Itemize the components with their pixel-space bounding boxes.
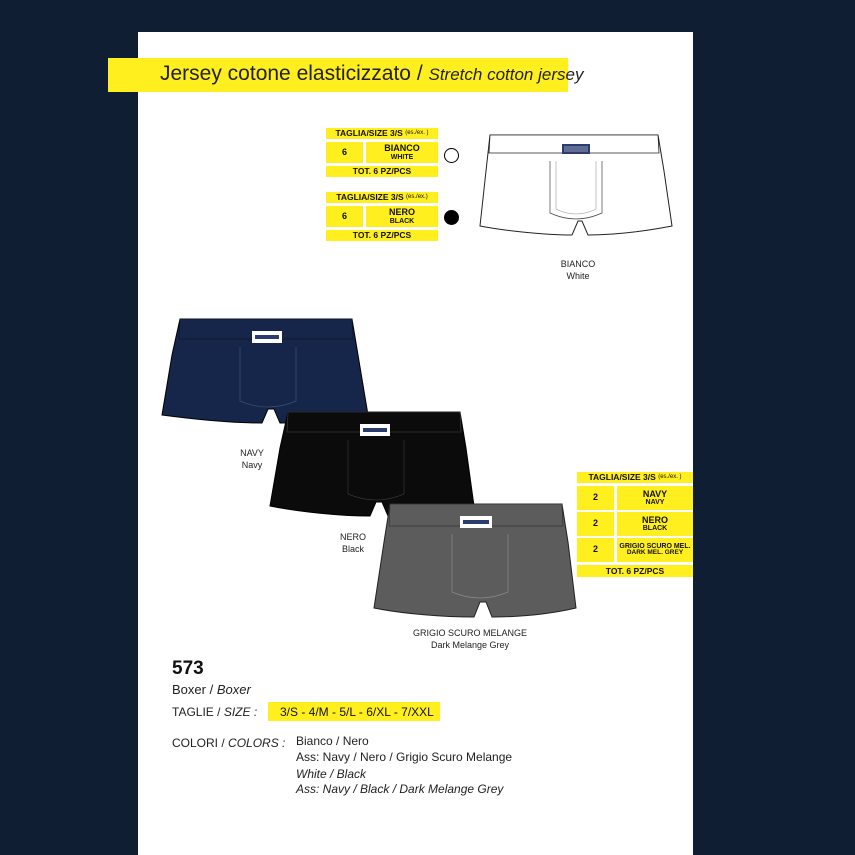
colors-line: Bianco / Nero — [296, 734, 369, 748]
boxer-white-illustration — [476, 131, 686, 251]
colors-line: Ass: Navy / Nero / Grigio Scuro Melange — [296, 750, 513, 764]
product-label-grey: GRIGIO SCURO MELANGE Dark Melange Grey — [412, 628, 528, 650]
box-black-color: NERO BLACK — [366, 206, 438, 227]
title-english: Stretch cotton jersey — [428, 65, 584, 84]
box-assorted-qty: 2 — [577, 512, 614, 536]
article-type: Boxer / Boxer — [172, 682, 251, 697]
product-label-navy: NAVY Navy — [240, 448, 264, 470]
box-black-header: TAGLIA/SIZE 3/S (es./ex.) — [326, 192, 438, 203]
sizes-label: TAGLIE / SIZE : — [172, 705, 258, 719]
box-assorted-header: TAGLIA/SIZE 3/S (es./ex. ) — [577, 472, 693, 483]
article-code: 573 — [172, 658, 204, 679]
black-swatch-icon — [444, 210, 459, 225]
box-white-color: BIANCO WHITE — [366, 142, 438, 163]
box-white-qty: 6 — [326, 142, 363, 163]
box-assorted-color: NAVY NAVY — [617, 486, 693, 510]
box-black-qty: 6 — [326, 206, 363, 227]
box-assorted-color: NERO BLACK — [617, 512, 693, 536]
colors-line-en: White / Black — [296, 767, 367, 781]
colors-label: COLORI / COLORS : — [172, 736, 286, 750]
title-italian: Jersey cotone elasticizzato — [160, 62, 411, 85]
title-separator: / — [416, 62, 423, 85]
box-assorted-qty: 2 — [577, 486, 614, 510]
box-assorted-color: GRIGIO SCURO MEL. DARK MEL. GREY — [617, 538, 693, 562]
colors-line-en: Ass: Navy / Black / Dark Melange Grey — [296, 782, 504, 796]
white-swatch-icon — [444, 148, 459, 163]
boxer-grey-illustration — [374, 500, 584, 625]
title-text — [160, 62, 583, 86]
box-assorted-qty: 2 — [577, 538, 614, 562]
sizes-value: 3/S - 4/M - 5/L - 6/XL - 7/XXL — [268, 702, 440, 721]
box-white-total: TOT. 6 PZ/PCS — [326, 166, 438, 177]
box-assorted-total: TOT. 6 PZ/PCS — [577, 565, 693, 577]
product-label-black: NERO Black — [339, 532, 366, 554]
box-white-header: TAGLIA/SIZE 3/S (es./ex. ) — [326, 128, 438, 139]
box-black-total: TOT. 6 PZ/PCS — [326, 230, 438, 241]
product-label-white: BIANCO White — [560, 259, 596, 281]
